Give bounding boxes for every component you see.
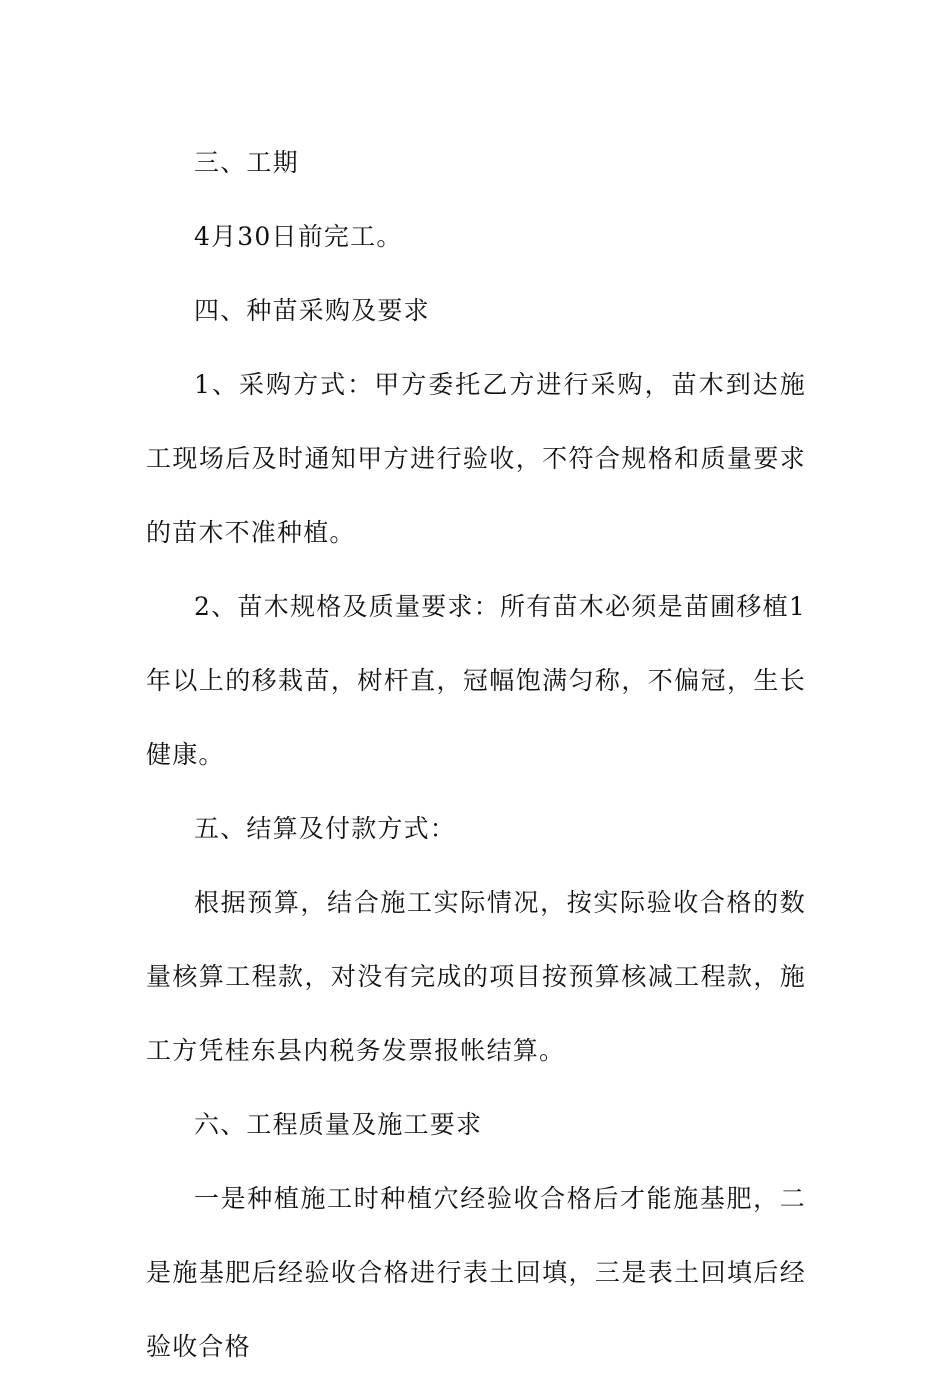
document-body (146, 126, 806, 1384)
section-heading-schedule: 三、工期 (194, 148, 299, 177)
section-heading-payment: 五、结算及付款方式： (194, 814, 457, 843)
section-heading-procurement: 四、种苗采购及要求 (194, 296, 430, 325)
section-heading-quality: 六、工程质量及施工要求 (194, 1110, 483, 1139)
paragraph-procurement-method: 1、采购方式：甲方委托乙方进行采购，苗木到达施工现场后及时通知甲方进行验收，不符合规格和质量要求的苗木不准种植。 (146, 370, 806, 547)
paragraph-quality-requirements: 一是种植施工时种植穴经验收合格后才能施基肥，二是施基肥后经验收合格进行表土回填，三是表土回填后经验收合格 (146, 1184, 806, 1361)
paragraph-payment-terms: 根据预算，结合施工实际情况，按实际验收合格的数量核算工程款，对没有完成的项目按预算核减工程款，施工方凭桂东县内税务发票报帐结算。 (146, 888, 806, 1065)
paragraph-completion-date: 4月30日前完工。 (194, 222, 403, 251)
paragraph-seedling-specs: 2、苗木规格及质量要求：所有苗木必须是苗圃移植1年以上的移栽苗，树杆直，冠幅饱满匀称，不偏冠，生长健康。 (146, 592, 806, 769)
